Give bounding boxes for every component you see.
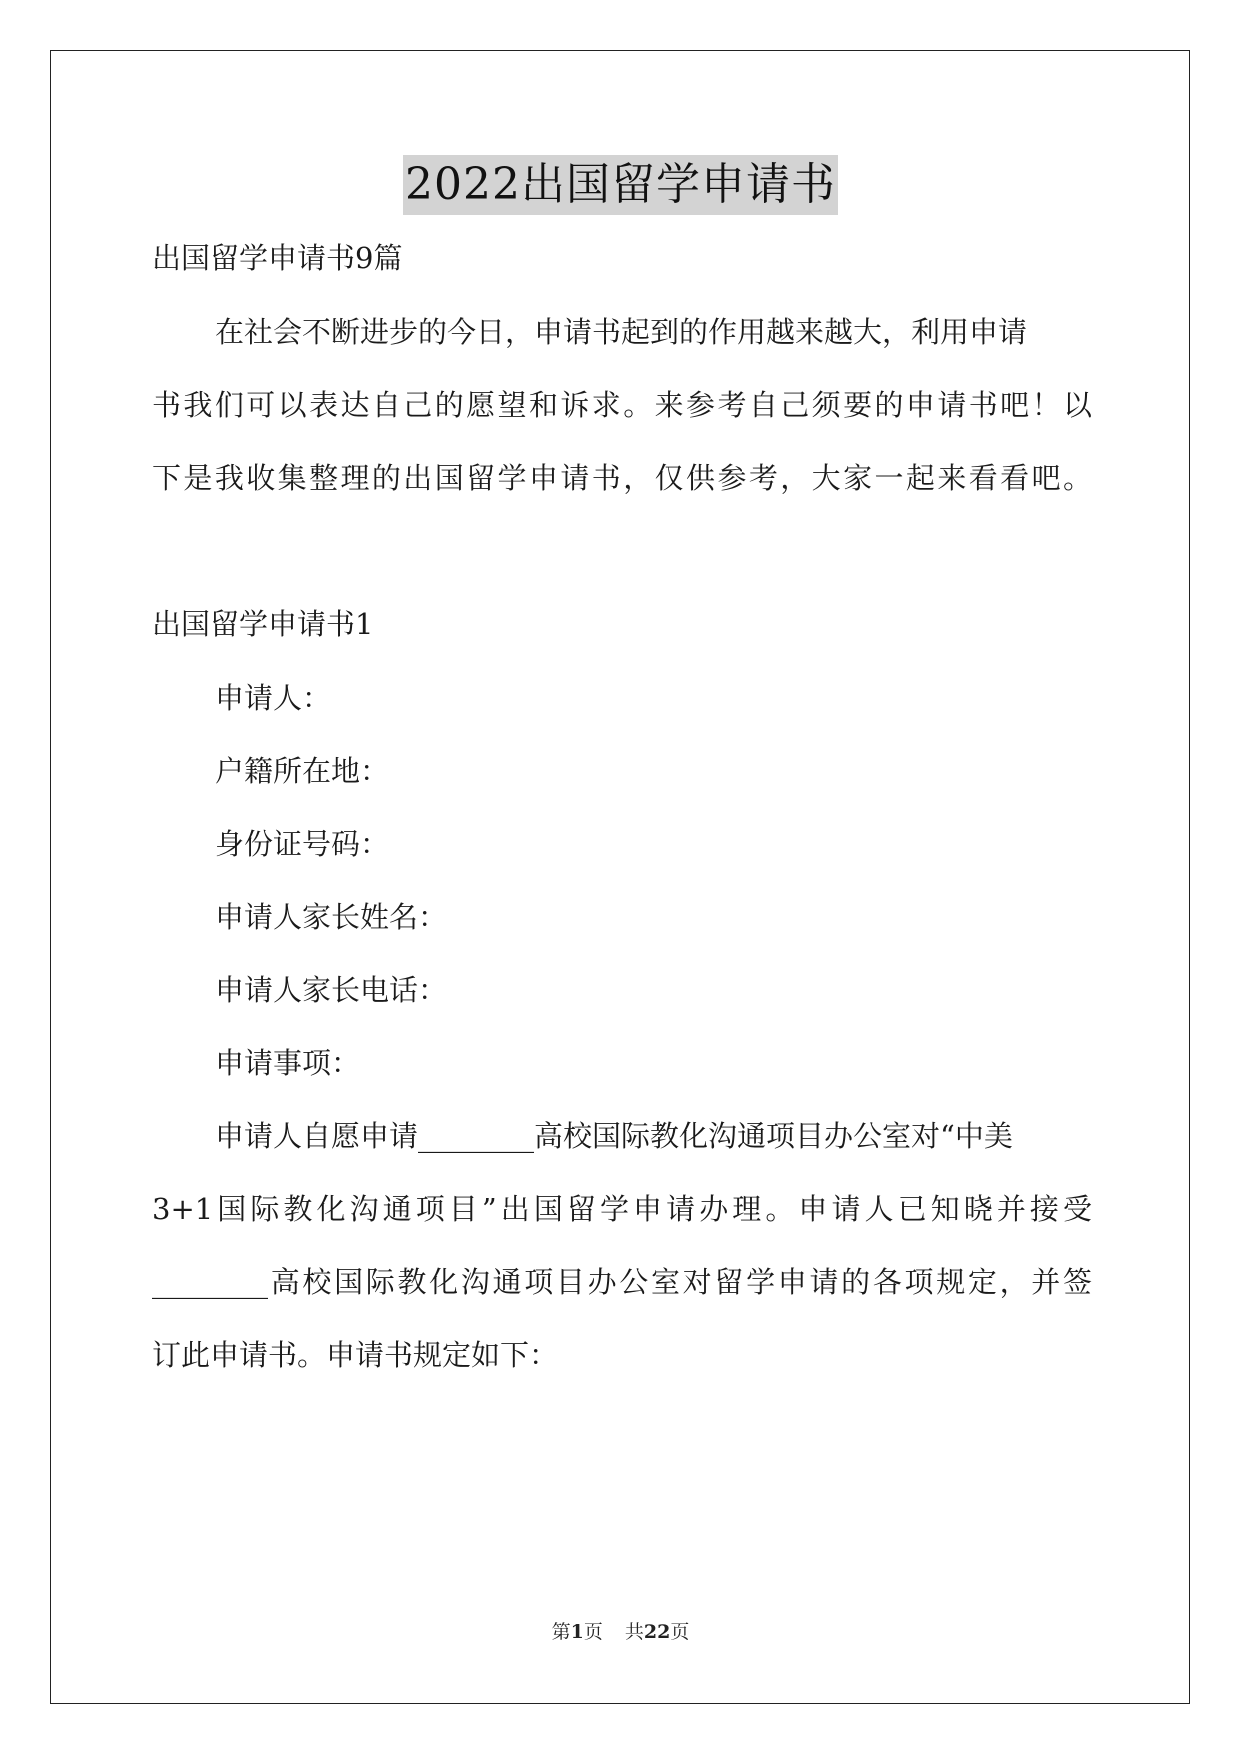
page-footer [0, 1617, 1241, 1644]
body-line-2: 3+1国际教化沟通项目”出国留学申请办理。申请人已知晓并接受 [152, 1192, 1092, 1226]
field-parent-phone: 申请人家长电话： [215, 973, 448, 1007]
section-title: 出国留学申请书1 [152, 607, 374, 641]
body-line-4: 订此申请书。申请书规定如下： [152, 1338, 559, 1372]
document-subtitle: 出国留学申请书9篇 [152, 241, 403, 275]
body-line-3: ________高校国际教化沟通项目办公室对留学申请的各项规定，并签 [152, 1265, 1092, 1299]
field-application-matter: 申请事项： [215, 1046, 361, 1080]
footer-prefix: 第 [551, 1621, 571, 1643]
footer-page-suffix: 页 [583, 1621, 603, 1643]
intro-line-1: 在社会不断进步的今日，申请书起到的作用越来越大，利用申请 [215, 315, 1028, 349]
field-id-number: 身份证号码： [215, 827, 390, 861]
page-border [50, 50, 1190, 1704]
footer-total-suffix: 页 [670, 1621, 690, 1643]
field-parent-name: 申请人家长姓名： [215, 900, 448, 934]
footer-total-prefix: 共 [624, 1621, 644, 1643]
intro-line-3: 下是我收集整理的出国留学申请书，仅供参考，大家一起来看看吧。 [152, 461, 1092, 495]
field-applicant: 申请人： [215, 681, 332, 715]
title-container [0, 155, 1241, 215]
footer-total-pages: 22 [643, 1621, 671, 1643]
footer-page-number: 1 [570, 1621, 584, 1643]
body-line-1: 申请人自愿申请________高校国际教化沟通项目办公室对“中美 [215, 1119, 1013, 1153]
document-title: 2022出国留学申请书 [403, 155, 838, 215]
intro-line-2: 书我们可以表达自己的愿望和诉求。来参考自己须要的申请书吧！以 [152, 388, 1092, 422]
field-household-location: 户籍所在地： [215, 754, 390, 788]
